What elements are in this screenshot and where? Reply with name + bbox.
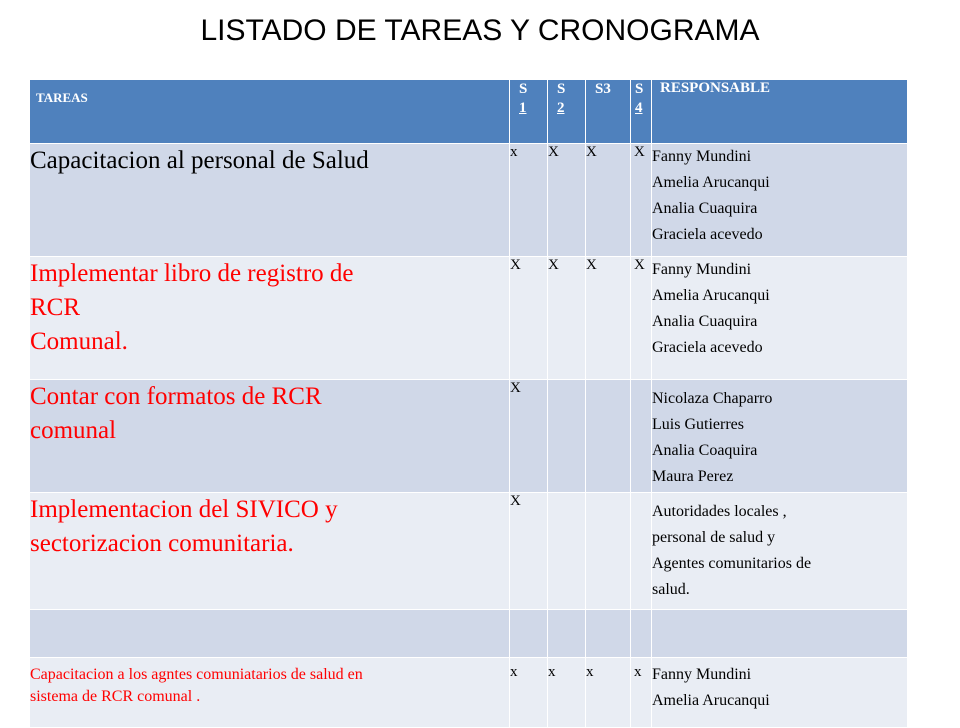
mark-s4: X bbox=[631, 144, 652, 257]
mark-s3 bbox=[586, 493, 631, 610]
mark-s2 bbox=[548, 380, 586, 493]
responsable-name: Nicolaza Chaparro bbox=[652, 390, 773, 407]
responsables-cell bbox=[652, 380, 908, 493]
header-s2-letter: S bbox=[557, 81, 566, 97]
responsable-name: Agentes comunitarios de bbox=[652, 555, 812, 572]
mark-s1: X bbox=[510, 493, 548, 610]
header-s2-number: 2 bbox=[557, 100, 565, 116]
page-title: LISTADO DE TAREAS Y CRONOGRAMA bbox=[200, 14, 760, 47]
header-s1 bbox=[510, 80, 548, 144]
header-s4-letter: S bbox=[635, 81, 644, 97]
responsable-name: Luis Gutierres bbox=[652, 416, 744, 433]
mark-s1: X bbox=[510, 380, 548, 493]
table-row bbox=[30, 658, 908, 728]
task-cell bbox=[30, 658, 510, 728]
table-row bbox=[30, 257, 908, 380]
responsable-name: Maura Perez bbox=[652, 468, 734, 485]
responsable-name: Analia Cuaquira bbox=[652, 313, 758, 330]
responsable-name: Fanny Mundini bbox=[652, 261, 752, 278]
header-responsable: RESPONSABLE bbox=[652, 80, 908, 144]
task-line: Comunal. bbox=[30, 328, 128, 355]
mark-s2 bbox=[548, 610, 586, 658]
responsable-name: Fanny Mundini bbox=[652, 148, 752, 165]
responsables-cell bbox=[652, 658, 908, 728]
mark-s3: X bbox=[586, 257, 631, 380]
mark-s3: X bbox=[586, 144, 631, 257]
mark-s3 bbox=[586, 380, 631, 493]
responsables-cell bbox=[652, 144, 908, 257]
table-row bbox=[30, 144, 908, 257]
mark-s2: X bbox=[548, 144, 586, 257]
responsables-cell bbox=[652, 493, 908, 610]
task-line: RCR bbox=[30, 294, 81, 321]
mark-s4 bbox=[631, 493, 652, 610]
responsable-name: Analia Coaquira bbox=[652, 442, 758, 459]
responsable-name: Analia Cuaquira bbox=[652, 200, 758, 217]
mark-s4: X bbox=[631, 257, 652, 380]
task-cell bbox=[30, 380, 510, 493]
header-tareas: TAREAS bbox=[30, 80, 510, 144]
responsables-cell bbox=[652, 610, 908, 658]
mark-s1: x bbox=[510, 658, 548, 728]
header-s1-letter: S bbox=[519, 81, 528, 97]
responsable-name: Fanny Mundini bbox=[652, 666, 752, 683]
mark-s4: x bbox=[631, 658, 652, 728]
mark-s4 bbox=[631, 610, 652, 658]
task-cell bbox=[30, 610, 510, 658]
task-line: Implementar libro de registro de bbox=[30, 260, 354, 287]
task-line: comunal bbox=[30, 417, 117, 444]
task-line: sectorizacion comunitaria. bbox=[30, 530, 294, 557]
mark-s2 bbox=[548, 493, 586, 610]
task-line: Implementacion del SIVICO y bbox=[30, 496, 338, 523]
task-cell bbox=[30, 257, 510, 380]
task-schedule-table bbox=[29, 79, 908, 728]
table-header-row bbox=[30, 80, 908, 144]
header-s1-number: 1 bbox=[519, 100, 527, 116]
header-s4 bbox=[631, 80, 652, 144]
mark-s3 bbox=[586, 610, 631, 658]
responsables-cell bbox=[652, 257, 908, 380]
responsable-name: Amelia Arucanqui bbox=[652, 287, 770, 304]
table-row bbox=[30, 493, 908, 610]
mark-s1: x bbox=[510, 144, 548, 257]
table-row-empty bbox=[30, 610, 908, 658]
responsable-name: personal de salud y bbox=[652, 529, 776, 546]
responsable-name: Graciela acevedo bbox=[652, 339, 763, 356]
mark-s2: x bbox=[548, 658, 586, 728]
task-line: sistema de RCR comunal . bbox=[30, 688, 201, 705]
task-line: Capacitacion a los agntes comuniatarios de salud en bbox=[30, 666, 363, 683]
mark-s2: X bbox=[548, 257, 586, 380]
mark-s1 bbox=[510, 610, 548, 658]
responsable-name: Autoridades locales , bbox=[652, 503, 787, 520]
responsable-name: salud. bbox=[652, 581, 690, 598]
mark-s3: x bbox=[586, 658, 631, 728]
mark-s1: X bbox=[510, 257, 548, 380]
mark-s4 bbox=[631, 380, 652, 493]
header-s4-number: 4 bbox=[635, 100, 643, 116]
responsable-name: Amelia Arucanqui bbox=[652, 692, 770, 709]
task-cell bbox=[30, 493, 510, 610]
responsable-name: Graciela acevedo bbox=[652, 226, 763, 243]
table-row bbox=[30, 380, 908, 493]
task-cell: Capacitacion al personal de Salud bbox=[30, 144, 510, 257]
header-s3: S3 bbox=[586, 80, 631, 144]
task-line: Contar con formatos de RCR bbox=[30, 383, 322, 410]
header-s2 bbox=[548, 80, 586, 144]
responsable-name: Amelia Arucanqui bbox=[652, 174, 770, 191]
